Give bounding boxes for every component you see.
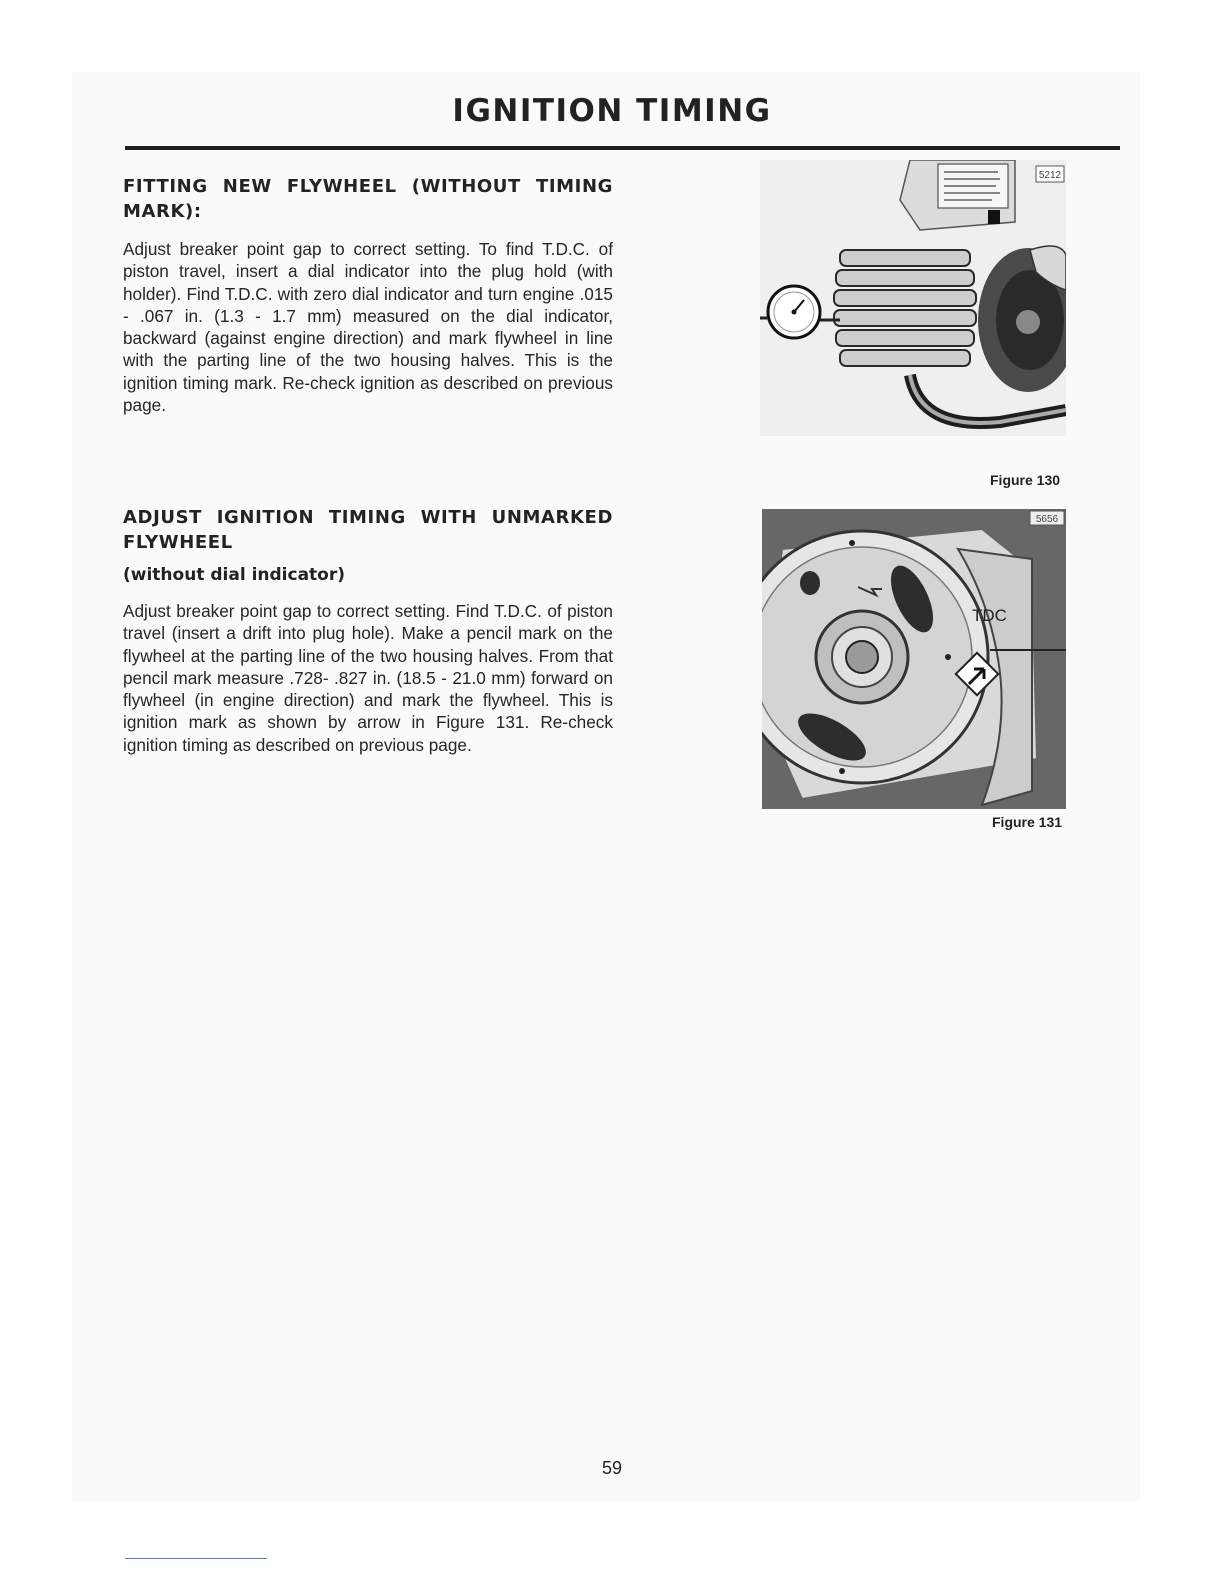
footer-line [125, 1558, 267, 1559]
flywheel-tdc-illustration [762, 509, 1066, 809]
figure-131-corner-label: 5656 [1035, 514, 1059, 525]
section2-subheading: (without dial indicator) [123, 565, 346, 585]
page-title: IGNITION TIMING [452, 93, 772, 129]
section1-body: Adjust breaker point gap to correct setting. To find T.D.C. of piston travel, insert a dial indicator into the plug hold (with holder). Find T.D.C. with zero dial indicator and turn engine .015 - .067 in. (1.3 - 1.7 mm) measured on the dial indicator, backward (against engine direction) and mark flywheel in line with the parting line of the two housing halves. This is the ignition timing mark. Re-check ignition as described on previous page. [123, 239, 613, 416]
figure-130-caption: Figure 130 [990, 472, 1061, 488]
title-rule [125, 146, 1120, 150]
page-number: 59 [601, 1458, 623, 1478]
figure-131-caption: Figure 131 [992, 814, 1063, 830]
figure-130-label: 5212 [1038, 170, 1062, 181]
figure-130-photo [760, 160, 1066, 436]
section-adjust-unmarked [123, 505, 613, 756]
section2-body: Adjust breaker point gap to correct setting. Find T.D.C. of piston travel (insert a drift into plug hole). Make a pencil mark on the flywheel at the parting line of the two housing halves. From that pencil mark measure .728- .827 in. (18.5 - 21.0 mm) forward on flywheel (in engine direction) and mark the flywheel. This is ignition mark as shown by arrow in Figure 131. Re-check ignition timing as described on previous page. [123, 601, 613, 755]
engine-dial-indicator-illustration [760, 160, 1066, 436]
section-fitting-new-flywheel [123, 174, 613, 416]
section2-heading: ADJUST IGNITION TIMING WITH UNMARKED FLYWHEEL [123, 507, 613, 553]
tdc-label: TDC [972, 606, 1007, 625]
section1-heading: FITTING NEW FLYWHEEL (WITHOUT TIMING MARK): [123, 176, 613, 222]
figure-131-photo [762, 509, 1066, 809]
